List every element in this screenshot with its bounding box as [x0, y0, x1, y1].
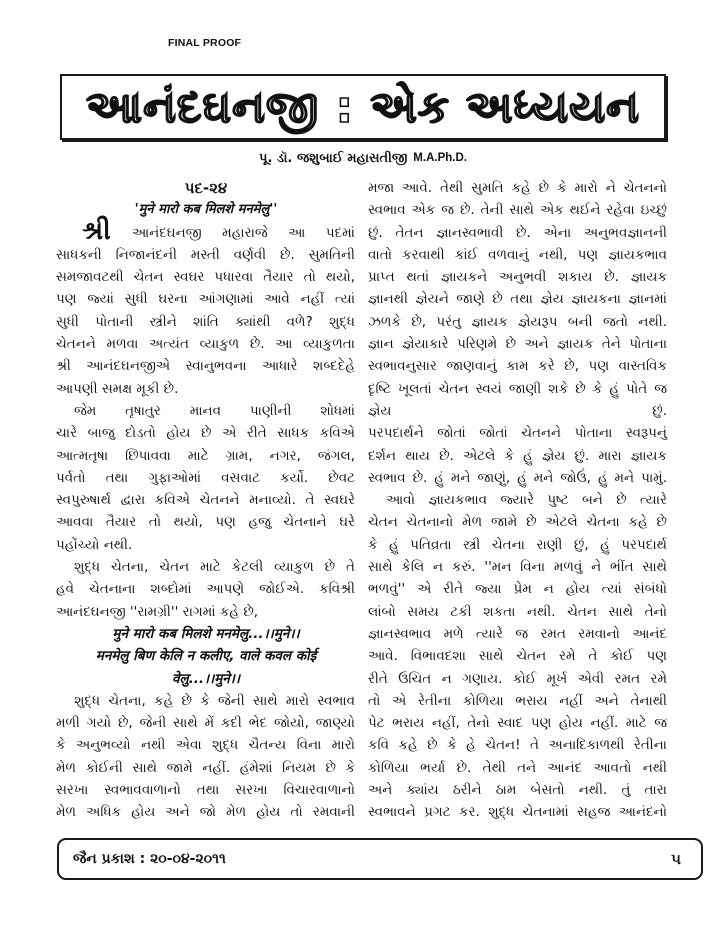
line-text: ચેતન ચેતનાનો મેળ જામે છે એટલે ચેતના કહે છે	[368, 514, 667, 531]
left-column	[56, 177, 356, 824]
line-text: જેમ તૃષાતુર માનવ પાણીની શોધમાં	[74, 402, 355, 419]
line-text: પ્રાપ્ત થતાં જ્ઞાયકને અનુભવી શકાય છે. જ્ઞાયક	[368, 269, 667, 286]
drop-cap: શ્રી	[82, 215, 111, 246]
right-column-line	[368, 601, 668, 623]
line-text: સ્વપુરુષાર્થ દ્વારા કવિએ ચેતનને મનાવ્યો. તે સ્વઘરે	[56, 492, 355, 509]
left-column-line	[56, 333, 356, 355]
line-text: મળી ગયો છે, જેની સાથે મેં કદી ભેદ જોયો, જાણ્યો	[56, 715, 355, 732]
line-text: તો એ રેતીના કોળિયા ભરાય નહીં અને તેનાથી	[368, 692, 667, 709]
right-column-line	[368, 422, 668, 444]
line-text: ઝળકે છે, પરંતુ જ્ઞાયક જ્ઞેયરૂપ બની જતો નથી.	[368, 313, 667, 330]
line-text: અને ક્યાંય ઠરીને ઠામ બેસતો નથી. તું તારા	[368, 782, 667, 799]
verse-line	[56, 645, 356, 667]
line-text: આનંદઘનજી ''રામગ્રી'' રાગમાં કહે છે,	[56, 603, 259, 620]
line-text: કે અનુભવ્યો નથી એવા શુદ્ધ ચૈતન્ય વિના મારો	[56, 737, 355, 754]
right-column-line	[368, 333, 668, 355]
right-column-line	[368, 511, 668, 533]
author-degree: M.A.Ph.D.	[413, 152, 467, 164]
final-proof-label: FINAL PROOF	[168, 37, 242, 49]
right-column-line	[368, 400, 668, 422]
right-column-line	[368, 668, 668, 690]
page-footer	[57, 838, 703, 880]
author-name: પૂ. ડૉ. જશુબાઈ મહાસતીજી	[259, 150, 408, 166]
left-column-line	[56, 467, 356, 489]
right-column-line	[368, 779, 668, 801]
right-column-line	[368, 489, 668, 511]
line-text: શુદ્ધ ચેતના, કહે છે કે જેની સાથે મારો સ્વભાવ	[74, 692, 355, 709]
right-column-line	[368, 734, 668, 756]
line-text: સુધી પોતાની સ્ત્રીને શાંતિ ક્યાંથી વળે? શુદ્ધ	[56, 313, 355, 330]
right-column-line	[368, 222, 668, 244]
line-text: કે હું પતિવ્રતા સ્ત્રી ચેતના રાણી છું, હું પરપદાર્થ	[368, 536, 667, 553]
right-column-line	[368, 311, 668, 333]
left-column-line	[56, 215, 356, 246]
line-text: પરપદાર્થને જોતાં જોતાં ચેતનને પોતાના સ્વરૂપનું	[368, 425, 667, 442]
verse-line	[56, 668, 356, 690]
right-column-line	[368, 712, 668, 734]
line-text: દર્શન થાય છે. એટલે કે હું જ્ઞેય છું. મારા જ્ઞાયક	[368, 447, 667, 464]
line-text: આત્મતૃષા છિપાવવા માટે ગ્રામ, નગર, જંગલ,	[56, 447, 355, 464]
verse-line-text: मनमेलु बिण केलि न कलीए, वाले कवल कोई	[95, 648, 317, 665]
left-column-line	[56, 690, 356, 712]
left-column-line	[56, 445, 356, 467]
left-column-line	[56, 779, 356, 801]
line-text: સ્વભાવ એક જ છે. તેની સાથે એક થઈને રહેવા ઇચ્છું	[368, 202, 667, 219]
line-text: પર્વતો તથા ગુફાઓમાં વસવાટ કર્યો. છેવટ	[56, 469, 355, 486]
line-text: સરખા સ્વભાવવાળાનો તથા સરખા વિચારવાળાનો	[56, 782, 355, 799]
verse-line-text: मुने मारो कब मिलशे मनमेलु...।।मुने।।	[112, 625, 300, 642]
line-text: ચેતનને મળવા અત્યંત વ્યાકુળ છે. આ વ્યાકુળતા	[56, 336, 355, 353]
page-number: ૫	[671, 850, 681, 868]
line-text: મેળ કોઈની સાથે જામે નહીં. હંમેશાં નિયમ છે કે	[56, 759, 355, 776]
left-column-line	[56, 511, 356, 533]
right-column-line	[368, 757, 668, 779]
left-column-line	[56, 288, 356, 310]
line-text: પેટ ભરાય નહીં, તેનો સ્વાદ પણ હોય નહીં. માટે જ	[368, 715, 667, 732]
line-text: આનંદઘનજી મહારાજે આ પદમાં	[132, 224, 355, 241]
line-text: પહોંચ્યો નથી.	[56, 536, 133, 553]
line-text: શુદ્ધ ચેતના, ચેતન માટે કેટલી વ્યાકુળ છે તે	[74, 559, 355, 576]
left-column-line	[56, 578, 356, 600]
line-text: આપણી સમક્ષ મૂકી છે.	[56, 380, 179, 397]
line-text: જ્ઞાન જ્ઞેયાકારે પરિણમે છે અને જ્ઞાયક તેને પોતાના	[368, 336, 667, 353]
line-text: રીતે ઉચિત ન ગણાય. કોઈ મૂર્ખ એવી રમત રમે	[368, 670, 667, 687]
line-text: મજા આવે. તેથી સુમતિ કહે છે કે મારો ને ચેતનનો	[368, 180, 667, 196]
pad-number-text: પદ-૨૪	[184, 179, 228, 197]
right-column-line	[368, 355, 668, 377]
left-column-line	[56, 712, 356, 734]
line-text: સ્વભાવને પ્રગટ કર. શુદ્ધ ચેતનામાં સહજ આનંદનો	[368, 804, 667, 821]
left-column-line	[56, 244, 356, 266]
line-text: શ્રી આનંદઘનજીએ સ્વાનુભવના આધારે શબ્દદેહે	[56, 358, 355, 375]
line-text: સાધકની નિજાનંદની મસ્તી વર્ણવી છે. સુમતિની	[56, 246, 355, 263]
right-column-line	[368, 467, 668, 489]
left-column-line	[56, 355, 356, 377]
line-text: જ્ઞાનસ્વભાવ મળે ત્યારે જ રમત રમવાનો આનંદ	[368, 625, 667, 642]
left-column-line	[56, 422, 356, 444]
left-column-line	[56, 757, 356, 779]
verse-line-text: वेलु...।।मुने।।	[171, 670, 241, 687]
left-column-line	[56, 378, 356, 400]
line-text: દૃષ્ટિ ખૂલતાં ચેતન સ્વયં જાણી શકે છે કે હું પોતે જ	[368, 380, 667, 397]
verse-line	[56, 623, 356, 645]
right-column-line	[368, 623, 668, 645]
line-text: છું. તેતન જ્ઞાનસ્વભાવી છે. એના અનુભવજ્ઞાનની	[368, 224, 667, 241]
right-column-line	[368, 244, 668, 266]
line-text: મેળ અધિક હોય અને જો મેળ હોય તો રમવાની	[56, 804, 355, 821]
left-column-line	[56, 400, 356, 422]
line-text: કોળિયા ભર્યા છે. તેથી તને આનંદ આવતો નથી	[368, 759, 667, 776]
line-text: સ્વભાવ છે. હું મને જાણું, હું મને જોઉં, હું મને પામું.	[368, 469, 667, 486]
line-text: જ્ઞાનથી જ્ઞેયને જાણે છે તથા જ્ઞેય જ્ઞાયકના જ્ઞાનમાં	[368, 291, 667, 308]
article-title: આનંદઘનજી : એક અધ્યયન	[86, 81, 640, 133]
left-column-line	[56, 601, 356, 623]
author-line	[60, 147, 666, 169]
right-column	[368, 177, 668, 824]
line-text: વાતો કરવાથી કાંઈ વળવાનું નથી, પણ જ્ઞાયકભાવ	[368, 246, 667, 263]
right-column-line	[368, 690, 668, 712]
line-text: ચારે બાજુ દોડતો હોય છે એ રીતે સાધક કવિએ	[56, 425, 355, 442]
left-column-line	[56, 734, 356, 756]
line-text: સ્વભાવનુસાર જાણવાનું કામ કરે છે, પણ વાસ્તવિક	[368, 358, 667, 375]
line-text: આવવા તૈયાર તો થયો, પણ હજુ ચેતનાને ઘરે	[56, 514, 355, 531]
line-text: કવિ કહે છે કે હે ચેતન! તે અનાદિકાળથી રેતીના	[368, 737, 667, 754]
left-column-line	[56, 556, 356, 578]
right-column-line	[368, 801, 668, 823]
line-text: જ્ઞેય છું.	[368, 402, 667, 419]
line-text: પણ જ્યાં સુધી ઘરના આંગણામાં આવે નહીં ત્યાં	[56, 291, 355, 308]
right-column-line	[368, 578, 668, 600]
right-column-line	[368, 288, 668, 310]
right-column-line	[368, 645, 668, 667]
line-text: હવે ચેતનાના શબ્દોમાં આપણે જોઈએ. કવિશ્રી	[56, 581, 355, 598]
line-text: આવો જ્ઞાયકભાવ જ્યારે પુષ્ટ બને છે ત્યારે	[386, 492, 667, 509]
title-banner	[60, 74, 666, 140]
pad-heading-text: 'मुने मारो कब मिलशे मनमेलु''	[134, 202, 278, 218]
right-column-line	[368, 199, 668, 221]
right-column-line	[368, 378, 668, 400]
pad-number	[56, 177, 356, 199]
line-text: સમજાવટથી ચેતન સ્વઘર પધારવા તૈયાર તો થયો,	[56, 269, 355, 286]
line-text: આવે. વિભાવદશા સાથે ચેતન રમે તે કોઈ પણ	[368, 648, 667, 665]
line-text: ભળવું'' એ રીતે જ્યા પ્રેમ ન હોય ત્યાં સંબંધો	[368, 581, 667, 598]
left-column-line	[56, 266, 356, 288]
left-column-line	[56, 489, 356, 511]
right-column-line	[368, 445, 668, 467]
left-column-line	[56, 534, 356, 556]
line-text: સાથે કેલિ ન કરું. ''મન વિના મળવું ને ભીંત સાથે	[368, 559, 667, 576]
left-column-line	[56, 801, 356, 823]
right-column-line	[368, 177, 668, 199]
line-text: લાંબો સમય ટકી શકતા નથી. ચેતન સાથે તેનો	[368, 603, 667, 620]
right-column-line	[368, 556, 668, 578]
right-column-line	[368, 266, 668, 288]
publication-date: જૈન પ્રકાશ : ૨૦-૦૪-૨૦૧૧	[73, 851, 226, 867]
right-column-line	[368, 534, 668, 556]
left-column-line	[56, 311, 356, 333]
